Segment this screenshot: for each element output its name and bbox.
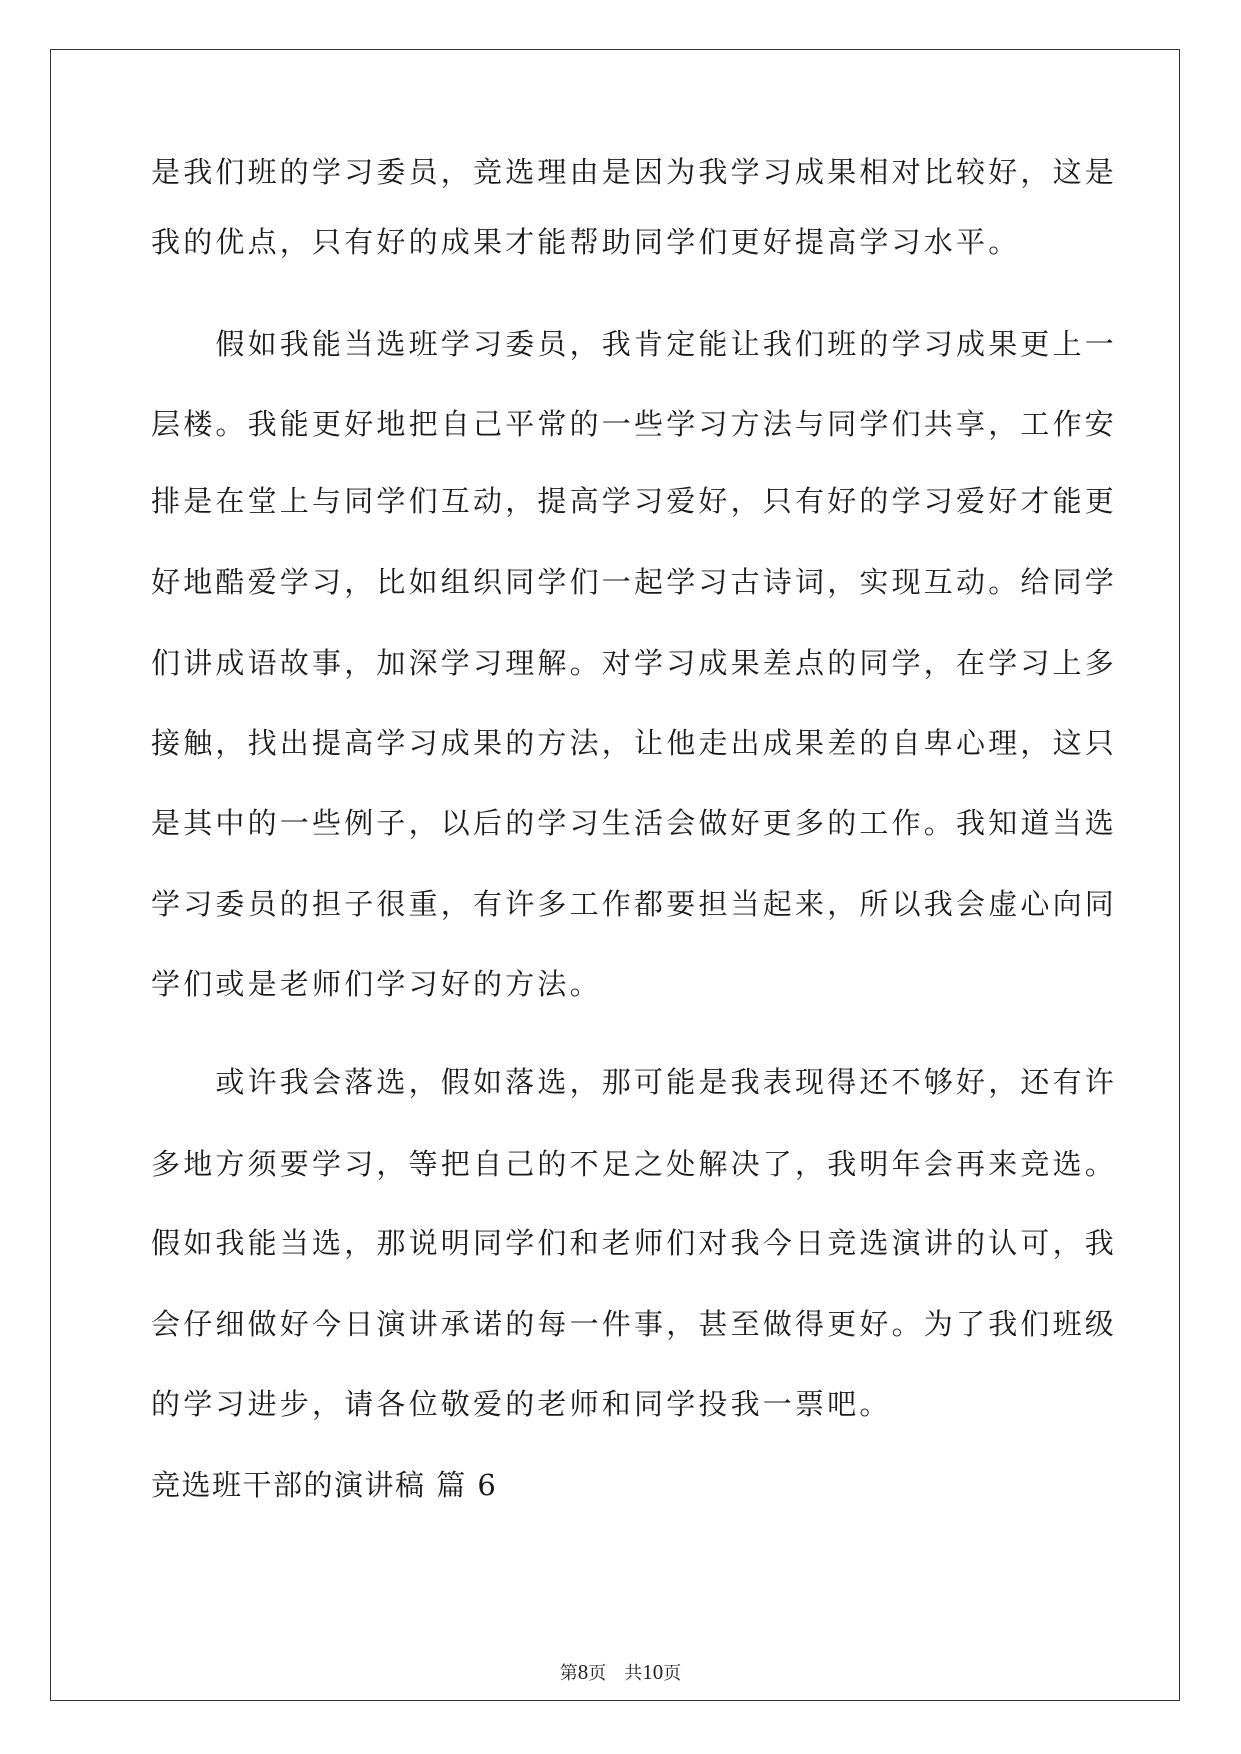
- page-border: [50, 49, 1180, 1701]
- body-line-8: 接触，找出提高学习成果的方法，让他走出成果差的自卑心理，这只: [151, 726, 1118, 760]
- body-line-13: 多地方须要学习，等把自己的不足之处解决了，我明年会再来竞选。: [151, 1147, 1118, 1181]
- body-line-4: 层楼。我能更好地把自己平常的一些学习方法与同学们共享，工作安: [151, 407, 1118, 441]
- body-line-14: 假如我能当选，那说明同学们和老师们对我今日竞选演讲的认可，我: [151, 1226, 1118, 1260]
- body-line-16: 的学习进步，请各位敬爱的老师和同学投我一票吧。: [151, 1387, 892, 1421]
- body-line-11: 学们或是老师们学习好的方法。: [151, 967, 602, 1001]
- page-prefix: 第: [559, 1663, 578, 1684]
- page-number: 8: [577, 1660, 589, 1684]
- body-line-10: 学习委员的担子很重，有许多工作都要担当起来，所以我会虚心向同: [151, 887, 1118, 921]
- body-line-3: 假如我能当选班学习委员，我肯定能让我们班的学习成果更上一: [151, 327, 1118, 361]
- body-line-2: 我的优点，只有好的成果才能帮助同学们更好提高学习水平。: [151, 225, 1021, 259]
- page-footer: [0, 1660, 1241, 1686]
- body-line-15: 会仔细做好今日演讲承诺的每一件事，甚至做得更好。为了我们班级: [151, 1307, 1118, 1341]
- body-line-1: 是我们班的学习委员，竞选理由是因为我学习成果相对比较好，这是: [151, 155, 1118, 189]
- body-line-5: 排是在堂上与同学们互动，提高学习爱好，只有好的学习爱好才能更: [151, 484, 1118, 518]
- total-prefix: 共: [624, 1663, 643, 1684]
- section-title: 竞选班干部的演讲稿 篇 6: [151, 1468, 498, 1502]
- body-line-12: 或许我会落选，假如落选，那可能是我表现得还不够好，还有许: [151, 1065, 1118, 1099]
- total-suffix: 页: [663, 1663, 682, 1684]
- body-line-9: 是其中的一些例子，以后的学习生活会做好更多的工作。我知道当选: [151, 806, 1118, 840]
- body-line-7: 们讲成语故事，加深学习理解。对学习成果差点的同学，在学习上多: [151, 646, 1118, 680]
- body-line-6: 好地酷爱学习，比如组织同学们一起学习古诗词，实现互动。给同学: [151, 565, 1118, 599]
- page-suffix: 页: [588, 1663, 607, 1684]
- total-pages: 10: [642, 1660, 664, 1684]
